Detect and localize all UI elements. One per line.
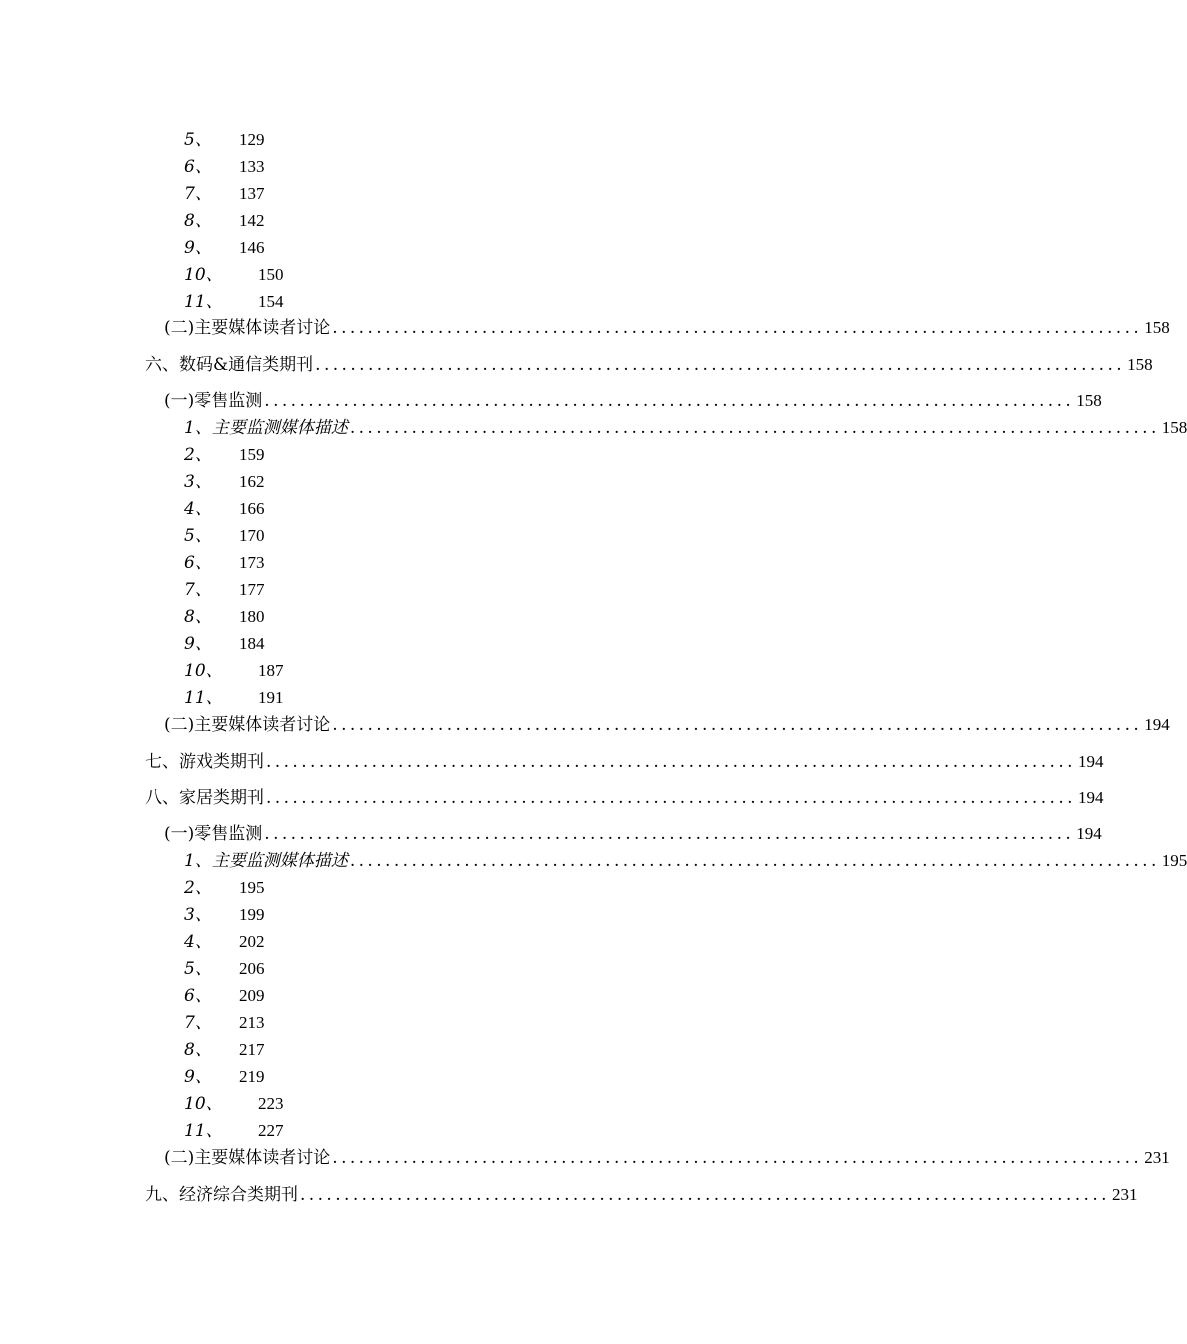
item-page: 217 (239, 1040, 265, 1059)
entry-title: (二)主要媒体读者讨论 (164, 318, 331, 338)
entry-title: (一)零售监测 (164, 391, 263, 411)
item-page: 187 (258, 661, 284, 680)
item-number: 5、 (184, 959, 212, 979)
item-page: 195 (239, 878, 265, 897)
item-page: 129 (239, 130, 265, 149)
toc-item (184, 984, 212, 1008)
entry-title: 八、家居类期刊 (145, 788, 264, 808)
leader-dots: ............................................................................................ (264, 391, 1075, 411)
item-number: 2、 (184, 445, 212, 465)
toc-entry-desc[interactable] (184, 849, 1187, 873)
toc-entry-discussion[interactable] (164, 1146, 1170, 1170)
toc-item (184, 1119, 223, 1143)
toc-item (184, 551, 212, 575)
item-number: 6、 (184, 157, 212, 177)
toc-item (184, 903, 212, 927)
item-page: 146 (239, 238, 265, 257)
entry-title: 1、主要监测媒体描述 (184, 851, 348, 871)
entry-page: 194 (1076, 824, 1102, 843)
toc-entry-discussion[interactable] (164, 713, 1170, 737)
toc-item (184, 686, 223, 710)
entry-title: 七、游戏类期刊 (145, 752, 264, 772)
toc-item (184, 263, 223, 287)
item-number: 8、 (184, 607, 212, 627)
item-number: 2、 (184, 878, 212, 898)
toc-item (184, 578, 212, 602)
toc-entry-section[interactable] (145, 353, 1153, 377)
item-page: 209 (239, 986, 265, 1005)
item-number: 11、 (184, 292, 223, 312)
item-page: 191 (258, 688, 284, 707)
toc-item (184, 236, 212, 260)
item-number: 7、 (184, 184, 212, 204)
item-number: 6、 (184, 986, 212, 1006)
item-page: 202 (239, 932, 265, 951)
item-page: 199 (239, 905, 265, 924)
item-page: 150 (258, 265, 284, 284)
entry-page: 194 (1144, 715, 1170, 734)
entry-page: 158 (1161, 418, 1187, 437)
item-number: 6、 (184, 553, 212, 573)
item-number: 11、 (184, 1121, 223, 1141)
toc-entry-section[interactable] (145, 786, 1104, 810)
toc-item (184, 1065, 212, 1089)
item-page: 184 (239, 634, 265, 653)
item-number: 9、 (184, 1067, 212, 1087)
item-page: 154 (258, 292, 284, 311)
leader-dots: ............................................................................................ (266, 752, 1076, 772)
item-page: 173 (239, 553, 265, 572)
leader-dots: ............................................................................................ (315, 355, 1126, 375)
item-page: 206 (239, 959, 265, 978)
item-page: 180 (239, 607, 265, 626)
toc-item (184, 1092, 223, 1116)
toc-entry-desc[interactable] (184, 416, 1187, 440)
leader-dots: ............................................................................................ (300, 1185, 1110, 1205)
item-number: 8、 (184, 211, 212, 231)
toc-item (184, 632, 212, 656)
toc-item (184, 470, 212, 494)
entry-title: 六、数码&通信类期刊 (145, 355, 314, 375)
toc-item (184, 957, 212, 981)
item-number: 7、 (184, 1013, 212, 1033)
entry-page: 194 (1077, 752, 1104, 771)
item-page: 219 (239, 1067, 265, 1086)
toc-entry-discussion[interactable] (164, 316, 1170, 340)
entry-page: 231 (1111, 1185, 1138, 1204)
item-number: 3、 (184, 905, 212, 925)
toc-entry-section[interactable] (145, 750, 1104, 774)
item-page: 133 (239, 157, 265, 176)
toc-item (184, 930, 212, 954)
toc-item (184, 659, 223, 683)
item-page: 223 (258, 1094, 284, 1113)
toc-item (184, 1038, 212, 1062)
item-number: 11、 (184, 688, 223, 708)
toc-item (184, 605, 212, 629)
toc-item (184, 209, 212, 233)
toc-item (184, 1011, 212, 1035)
entry-page: 158 (1144, 318, 1170, 337)
toc-item (184, 128, 212, 152)
item-page: 177 (239, 580, 265, 599)
item-number: 8、 (184, 1040, 212, 1060)
toc-entry-retail[interactable] (164, 822, 1102, 846)
entry-title: 1、主要监测媒体描述 (184, 418, 348, 438)
item-page: 227 (258, 1121, 284, 1140)
toc-item (184, 155, 212, 179)
toc-item (184, 524, 212, 548)
entry-page: 194 (1077, 788, 1104, 807)
leader-dots: ............................................................................................ (266, 788, 1076, 808)
leader-dots: ............................................................................................ (332, 715, 1143, 735)
entry-title: (一)零售监测 (164, 824, 263, 844)
item-number: 10、 (184, 661, 223, 681)
item-page: 213 (239, 1013, 265, 1032)
entry-page: 195 (1161, 851, 1187, 870)
item-number: 9、 (184, 238, 212, 258)
item-number: 10、 (184, 1094, 223, 1114)
leader-dots: ............................................................................................ (349, 418, 1160, 438)
toc-item (184, 290, 223, 314)
entry-page: 231 (1144, 1148, 1170, 1167)
item-number: 10、 (184, 265, 223, 285)
toc-entry-retail[interactable] (164, 389, 1102, 413)
toc-item (184, 497, 212, 521)
item-page: 170 (239, 526, 265, 545)
item-page: 142 (239, 211, 265, 230)
entry-page: 158 (1076, 391, 1102, 410)
entry-title: (二)主要媒体读者讨论 (164, 1148, 331, 1168)
item-number: 4、 (184, 499, 212, 519)
item-number: 9、 (184, 634, 212, 654)
toc-entry-section[interactable] (145, 1183, 1138, 1207)
leader-dots: ............................................................................................ (264, 824, 1075, 844)
toc-item (184, 876, 212, 900)
leader-dots: ............................................................................................ (332, 318, 1143, 338)
entry-title: 九、经济综合类期刊 (145, 1185, 298, 1205)
entry-title: (二)主要媒体读者讨论 (164, 715, 331, 735)
item-number: 5、 (184, 526, 212, 546)
item-page: 162 (239, 472, 265, 491)
entry-page: 158 (1127, 355, 1153, 374)
item-page: 159 (239, 445, 265, 464)
item-number: 5、 (184, 130, 212, 150)
leader-dots: ............................................................................................ (332, 1148, 1143, 1168)
leader-dots: ............................................................................................ (349, 851, 1160, 871)
toc-item (184, 182, 212, 206)
item-page: 137 (239, 184, 265, 203)
item-number: 4、 (184, 932, 212, 952)
item-page: 166 (239, 499, 265, 518)
item-number: 3、 (184, 472, 212, 492)
item-number: 7、 (184, 580, 212, 600)
toc-item (184, 443, 212, 467)
